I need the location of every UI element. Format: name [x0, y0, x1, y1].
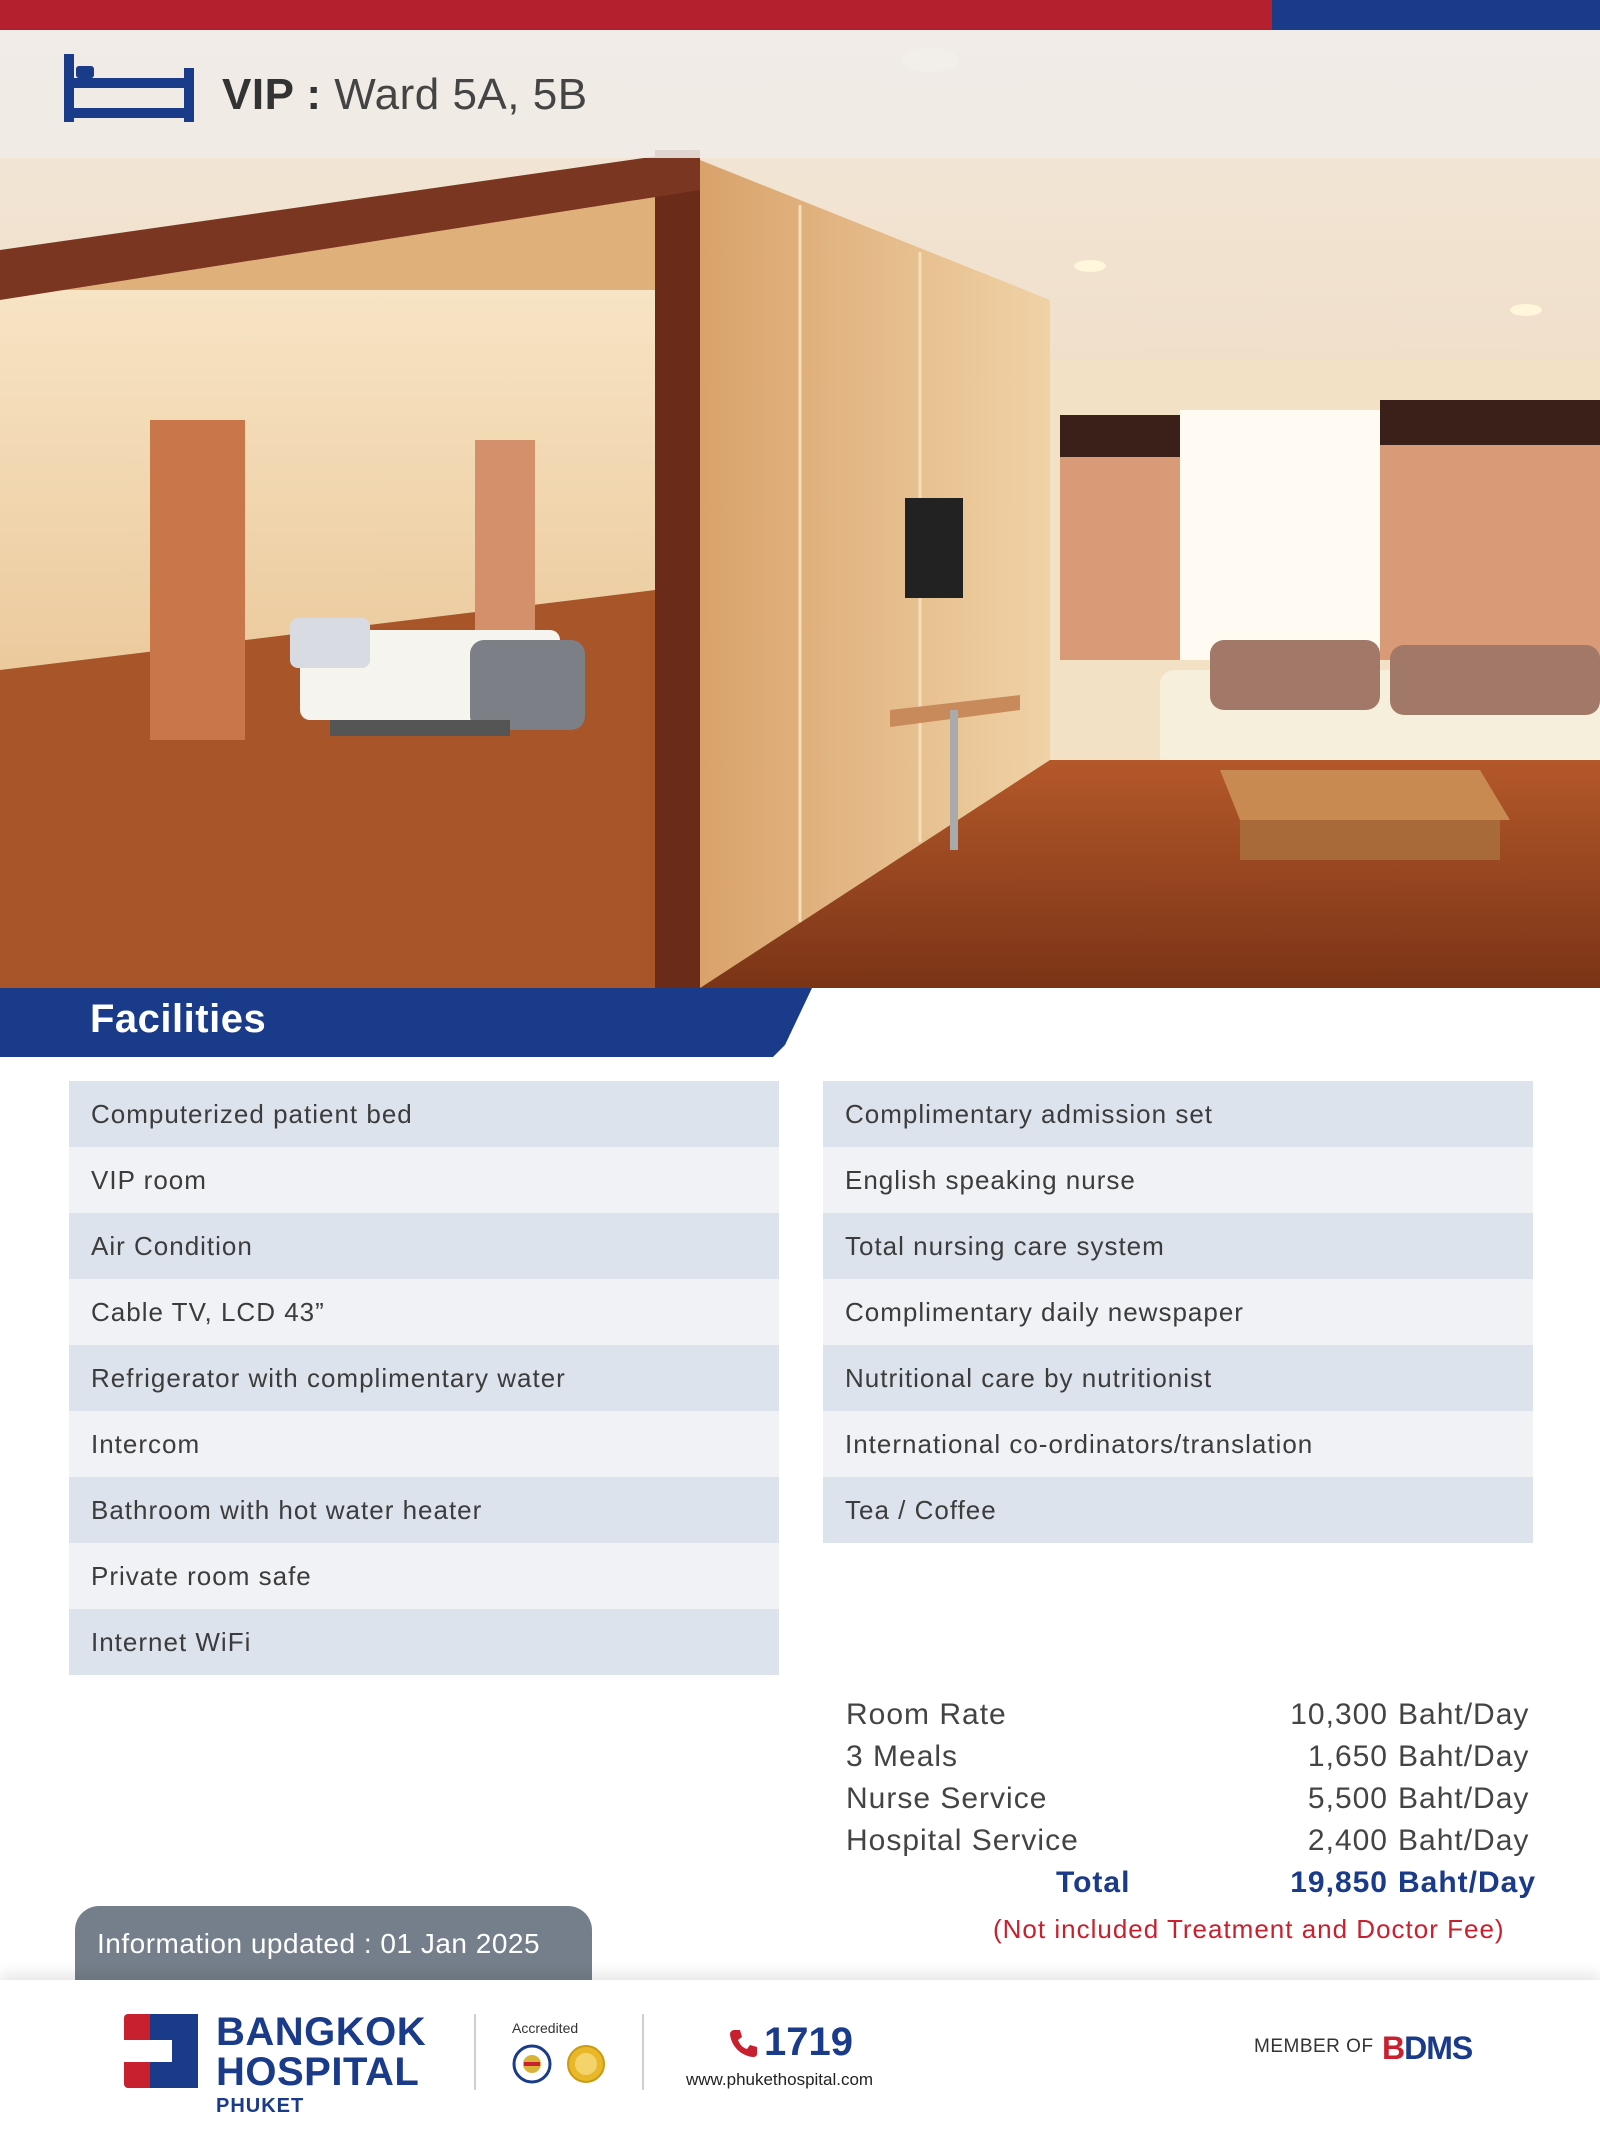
price-amount: 1,650 — [1307, 1740, 1388, 1773]
price-label: Nurse Service — [846, 1782, 1048, 1815]
logo-line-2: HOSPITAL — [216, 2050, 420, 2094]
logo-line-1: BANGKOK — [216, 2010, 427, 2054]
top-bar-red — [0, 0, 1272, 30]
accreditation-seal-icon — [512, 2044, 552, 2084]
total-label: Total — [1056, 1866, 1131, 1899]
facility-item: International co-ordinators/translation — [823, 1411, 1533, 1477]
total-unit: Baht/Day — [1398, 1866, 1537, 1899]
price-total-row — [846, 1866, 1566, 1908]
facility-item: Nutritional care by nutritionist — [823, 1345, 1533, 1411]
price-amount: 10,300 — [1290, 1698, 1388, 1731]
price-amount: 2,400 — [1307, 1824, 1388, 1857]
phone-icon — [728, 2027, 760, 2059]
facility-item: Intercom — [69, 1411, 779, 1477]
total-amount: 19,850 — [1290, 1866, 1388, 1899]
bdms-logo — [1382, 2030, 1472, 2067]
website-link[interactable]: www.phukethospital.com — [686, 2070, 874, 2089]
page-title-category: VIP : — [222, 70, 322, 119]
price-row — [846, 1782, 1566, 1824]
facility-item: Complimentary admission set — [823, 1081, 1533, 1147]
facilities-list-right — [823, 1081, 1533, 1543]
accreditation-seal-icon — [566, 2044, 606, 2084]
price-unit: Baht/Day — [1398, 1740, 1530, 1773]
bdms-logo-b: B — [1382, 2030, 1405, 2066]
facility-item: Internet WiFi — [69, 1609, 779, 1675]
price-unit: Baht/Day — [1398, 1782, 1530, 1815]
hospital-logo-text — [216, 2012, 426, 2092]
facility-item: Air Condition — [69, 1213, 779, 1279]
facilities-title: Facilities — [90, 997, 267, 1041]
hotline-number: 1719 — [764, 2020, 853, 2064]
facility-item: Refrigerator with complimentary water — [69, 1345, 779, 1411]
facility-item: VIP room — [69, 1147, 779, 1213]
bdms-logo-rest: DMS — [1404, 2030, 1473, 2066]
member-of-label: MEMBER OF — [1254, 2036, 1374, 2057]
facility-item: Bathroom with hot water heater — [69, 1477, 779, 1543]
facility-item: Private room safe — [69, 1543, 779, 1609]
price-row — [846, 1698, 1566, 1740]
footer-divider — [642, 2014, 644, 2090]
footer-divider — [474, 2014, 476, 2090]
price-note: (Not included Treatment and Doctor Fee) — [993, 1914, 1505, 1944]
accredited-label: Accredited — [512, 2020, 579, 2036]
price-row — [846, 1740, 1566, 1782]
room-photo — [0, 30, 1600, 988]
price-table — [846, 1698, 1566, 1908]
price-row — [846, 1824, 1566, 1866]
price-amount: 5,500 — [1307, 1782, 1388, 1815]
facility-item: English speaking nurse — [823, 1147, 1533, 1213]
top-bar-blue — [1272, 0, 1600, 30]
page-title — [222, 70, 588, 120]
facility-item: Complimentary daily newspaper — [823, 1279, 1533, 1345]
hospital-cross-icon — [124, 2014, 198, 2088]
price-label: 3 Meals — [846, 1740, 959, 1773]
price-unit: Baht/Day — [1398, 1824, 1530, 1857]
price-label: Room Rate — [846, 1698, 1007, 1731]
bed-icon — [62, 52, 196, 124]
facility-item: Cable TV, LCD 43” — [69, 1279, 779, 1345]
price-label: Hospital Service — [846, 1824, 1079, 1857]
facility-item: Tea / Coffee — [823, 1477, 1533, 1543]
price-unit: Baht/Day — [1398, 1698, 1530, 1731]
facility-item: Total nursing care system — [823, 1213, 1533, 1279]
facilities-list-left — [69, 1081, 779, 1675]
updated-badge: Information updated : 01 Jan 2025 — [75, 1906, 592, 1982]
facility-item: Computerized patient bed — [69, 1081, 779, 1147]
logo-location: PHUKET — [216, 2095, 305, 2117]
page-title-ward: Ward 5A, 5B — [334, 70, 588, 119]
